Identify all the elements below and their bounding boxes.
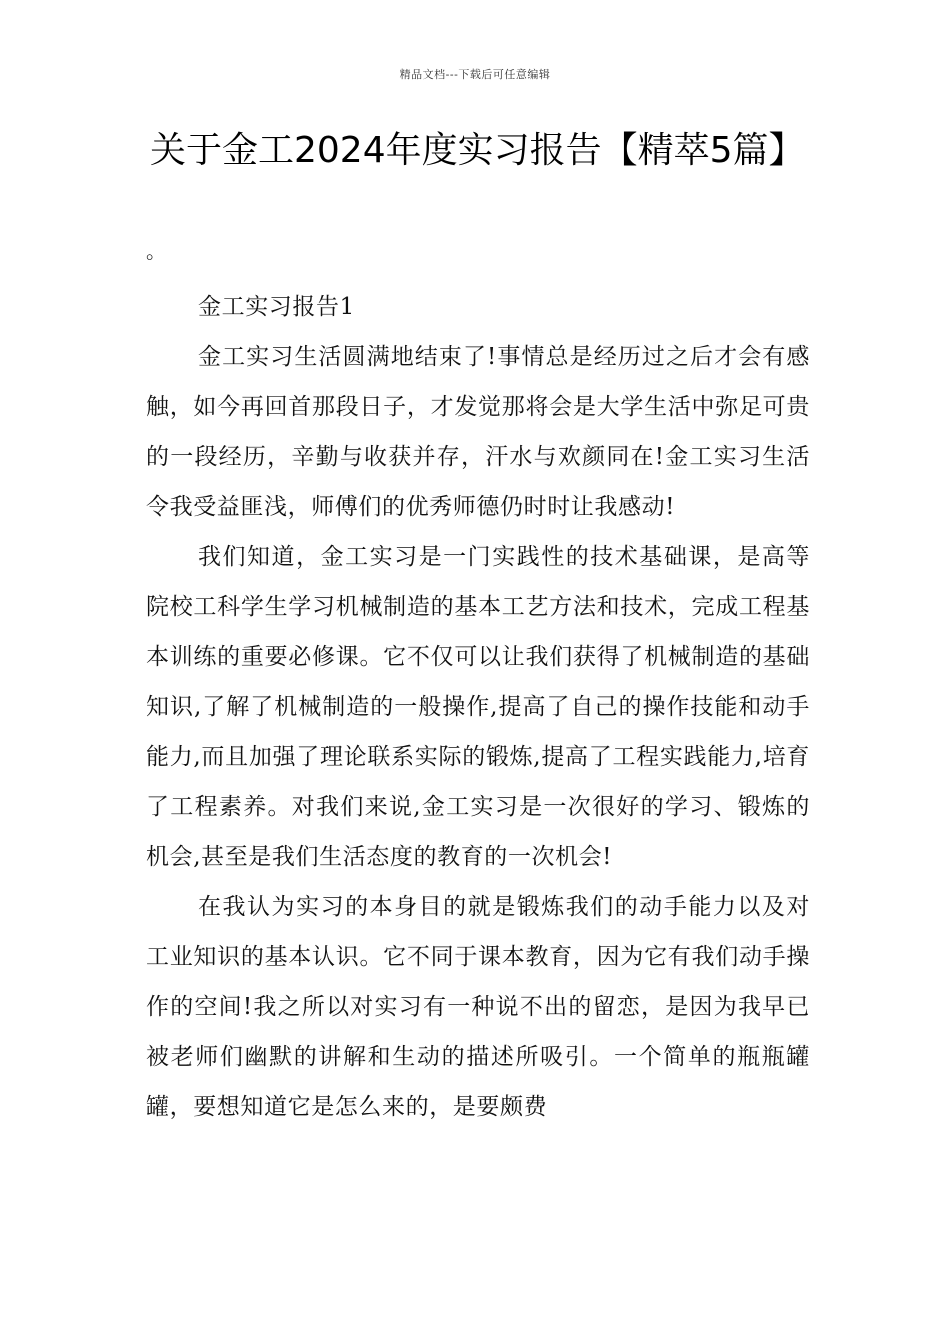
document-title: 关于金工2024年度实习报告【精萃5篇】 xyxy=(150,130,805,171)
paragraph-3: 在我认为实习的本身目的就是锻炼我们的动手能力以及对工业知识的基本认识。它不同于课本教育，因为它有我们动手操作的空间!我之所以对实习有一种说不出的留恋，是因为我早已被老师们幽默的讲解和生动的描述所吸引。一个简单的瓶瓶罐罐，要想知道它是怎么来的，是要颇费 xyxy=(146,894,810,1120)
paragraph-1: 金工实习生活圆满地结束了!事情总是经历过之后才会有感触，如今再回首那段日子，才发觉那将会是大学生活中弥足可贵的一段经历，辛勤与收获并存，汗水与欢颜同在!金工实习生活令我受益匪浅，师傅们的优秀师德仍时时让我感动! xyxy=(146,344,810,520)
paragraph-2: 我们知道，金工实习是一门实践性的技术基础课，是高等院校工科学生学习机械制造的基本工艺方法和技术，完成工程基本训练的重要必修课。它不仅可以让我们获得了机械制造的基础知识,了解了机械制造的一般操作,提高了自己的操作技能和动手能力,而且加强了理论联系实际的锻炼,提高了工程实践能力,培育了工程素养。对我们来说,金工实习是一次很好的学习、锻炼的机会,甚至是我们生活态度的教育的一次机会! xyxy=(146,544,810,870)
section-heading: 金工实习报告1 xyxy=(198,294,355,320)
stray-punctuation: 。 xyxy=(146,239,166,263)
document-body xyxy=(146,282,810,1132)
page-header-note: 精品文档---下载后可任意编辑 xyxy=(399,68,551,81)
